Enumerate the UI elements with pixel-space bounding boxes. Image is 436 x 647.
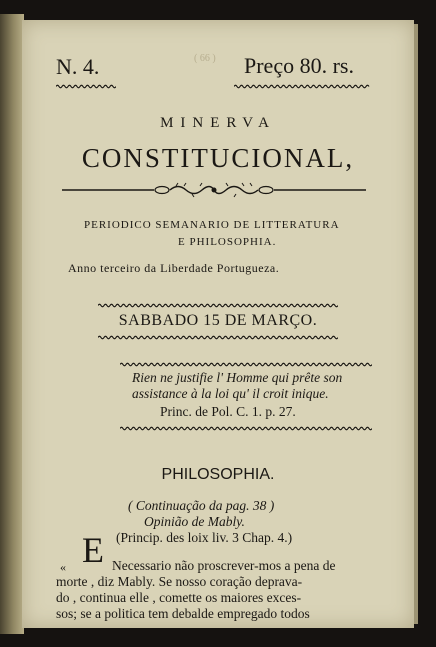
subtitle-line-2: E PHILOSOPHIA. (178, 236, 277, 248)
issue-date: SABBADO 15 DE MARÇO. (118, 312, 318, 329)
body-line-4: sos; se a politica tem debalde empregado todos (56, 606, 310, 621)
subtitle-year: Anno terceiro da Liberdade Portugueza. (68, 261, 280, 275)
wavy-rule-right-top (234, 84, 370, 89)
wavy-rule-date-bottom (98, 335, 338, 340)
opening-quote-mark: « (60, 560, 66, 574)
book-spine (0, 14, 24, 634)
masthead-title: CONSTITUCIONAL, (81, 143, 355, 173)
wavy-rule-epigraph-top (120, 362, 372, 367)
drop-cap: E (82, 530, 104, 570)
epigraph-line-1: Rien ne justifie l' Homme qui prête son (132, 370, 343, 385)
issue-price: Preço 80. rs. (244, 53, 354, 78)
page-stamp: ( 66 ) (194, 53, 216, 64)
epigraph-source: Princ. de Pol. C. 1. p. 27. (160, 404, 296, 419)
subtitle-line-1: PERIODICO SEMANARIO DE LITTERATURA (84, 219, 340, 231)
wavy-rule-left-top (56, 84, 116, 89)
section-title: PHILOSOPHIA. (161, 466, 275, 483)
document-page (22, 20, 414, 628)
ornamental-divider (62, 182, 366, 203)
body-line-3: do , continua elle , comette os maiores exces- (56, 590, 302, 605)
epigraph-line-2: assistance à la loi qu' il croit inique. (132, 386, 329, 401)
source-reference: (Princip. des loix liv. 3 Chap. 4.) (116, 530, 293, 545)
masthead-minerva: MINERVA (160, 115, 276, 131)
page-edge (414, 24, 418, 624)
opinion-heading: Opinião de Mably. (144, 514, 245, 529)
continuation-note: ( Continuação da pag. 38 ) (128, 498, 275, 513)
issue-number: N. 4. (56, 54, 100, 79)
wavy-rule-date-top (98, 303, 338, 308)
body-line-2: morte , diz Mably. Se nosso coração deprava- (56, 574, 303, 589)
wavy-rule-epigraph-bottom (120, 426, 372, 431)
body-line-1: Necessario não proscrever-mos a pena de (112, 558, 336, 573)
